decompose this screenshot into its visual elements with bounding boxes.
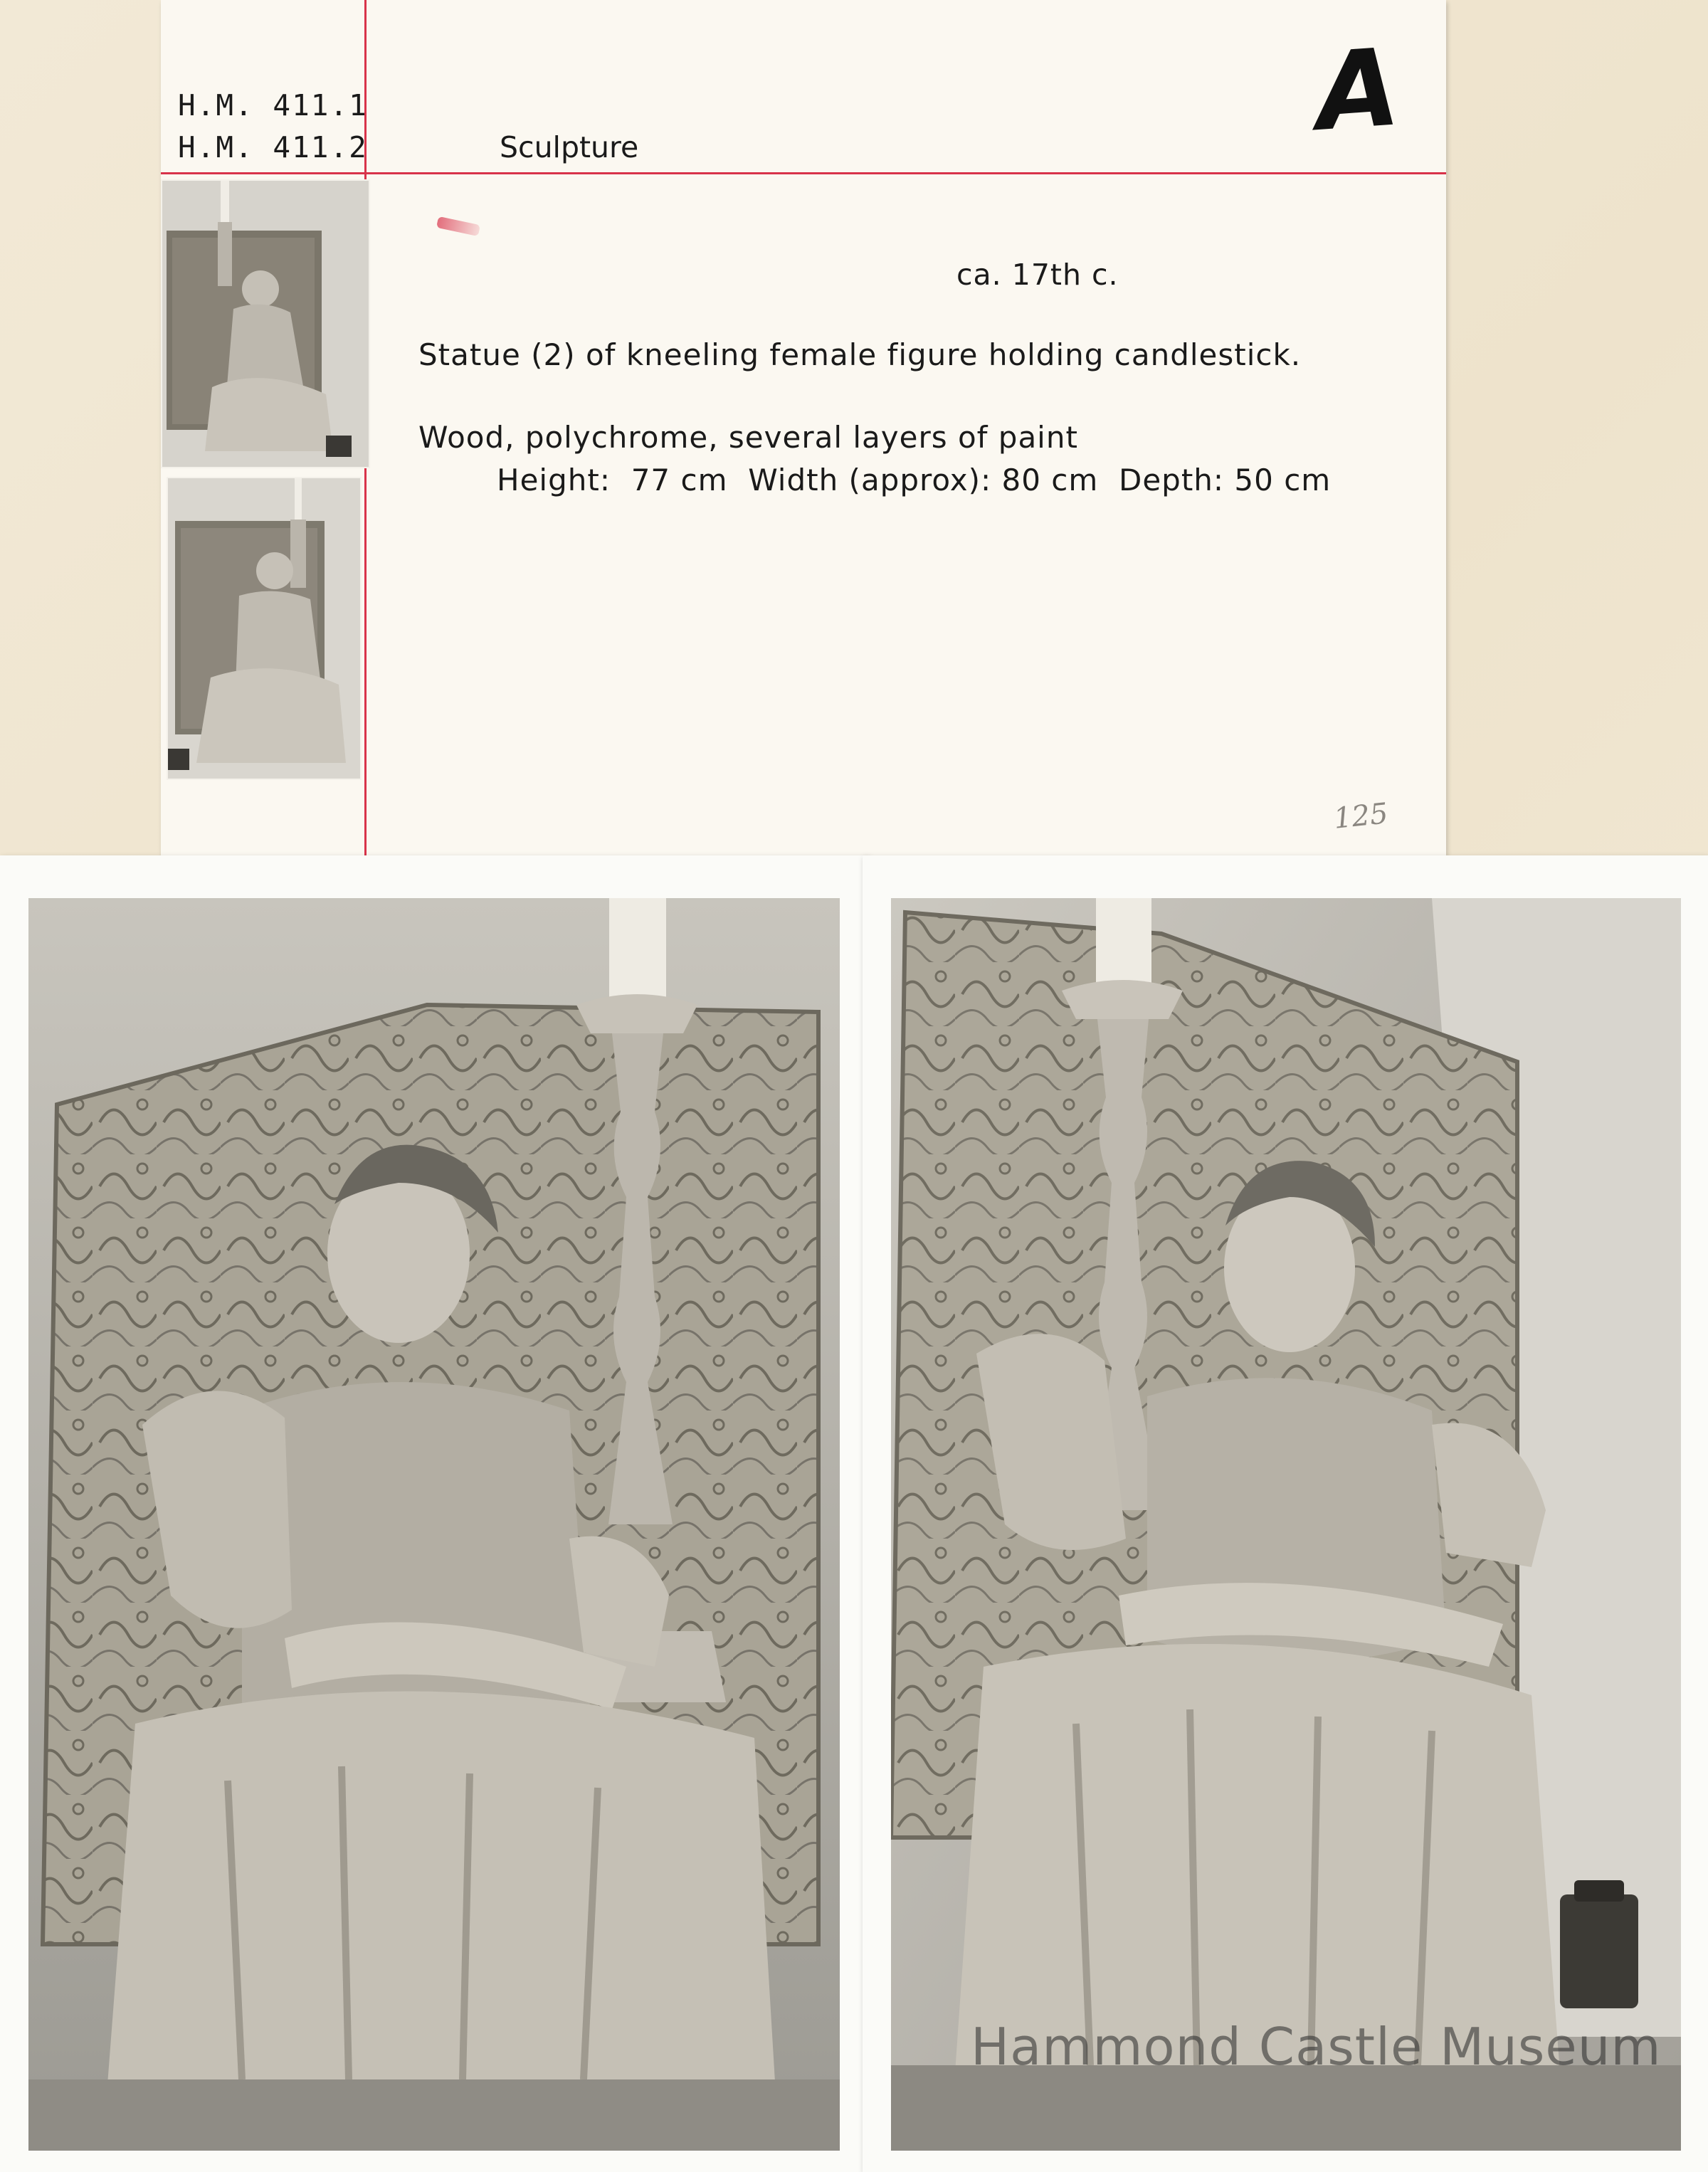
red-ink-smudge [436,216,480,236]
pencil-number: 125 [1332,797,1390,835]
photo-right-image [891,898,1681,2151]
thumbnail-2-image [168,478,360,779]
object-title: Statue (2) of kneeling female figure holding candlestick. [418,337,1302,372]
category-label: Sculpture [500,130,639,164]
catalog-number-2: H.M. 411.2 [178,130,368,164]
watermark: Hammond Castle Museum [971,2017,1662,2077]
dimensions-line: Height: 77 cm Width (approx): 80 cm Depth: 50 cm [497,463,1332,497]
large-photo-left [0,855,868,2172]
catalog-card [161,0,1446,855]
thumbnail-photo-1 [162,181,369,467]
photo-left-image [28,898,840,2151]
grade-mark: A [1312,26,1404,155]
thumbnail-photo-2 [168,478,360,779]
material-description: Wood, polychrome, several layers of paint [418,420,1078,455]
card-red-horizontal-rule [161,172,1446,174]
thumbnail-1-image [162,181,369,467]
large-photo-right [863,855,1708,2172]
catalog-number-1: H.M. 411.1 [178,88,368,122]
date-label: ca. 17th c. [956,258,1119,292]
